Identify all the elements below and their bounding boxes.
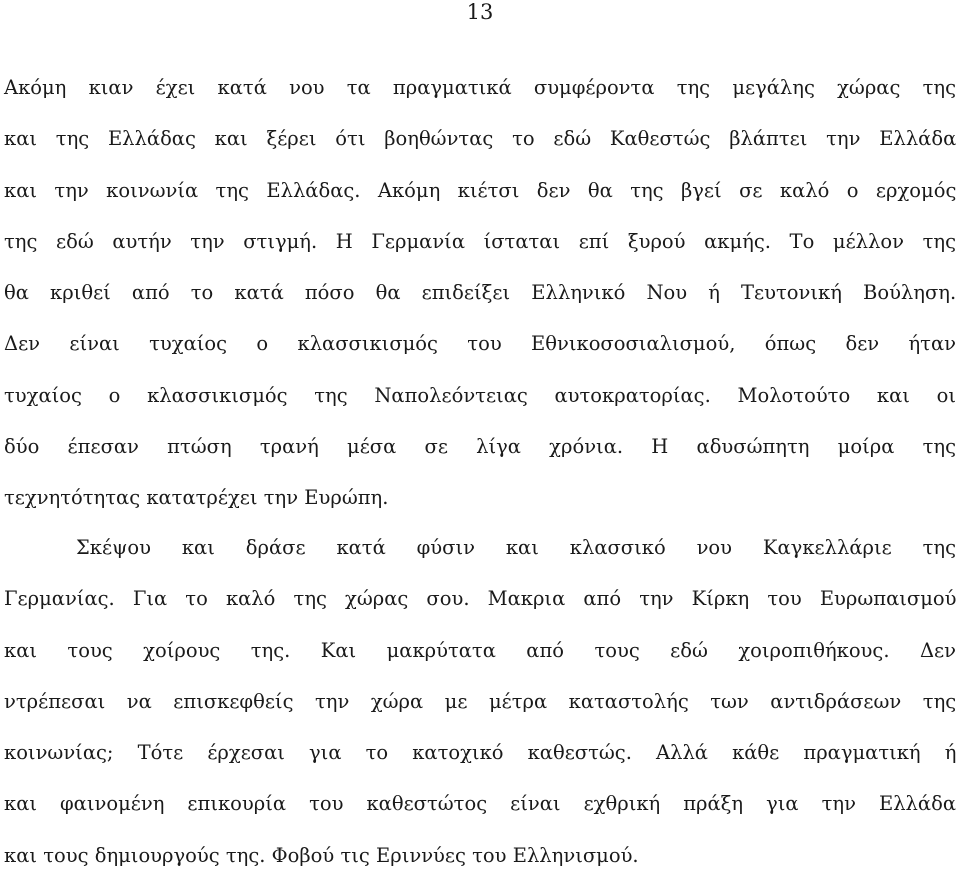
text-line: και την κοινωνία της Ελλάδας. Ακόμη κιέτσι δεν θα της βγεί σε καλό ο ερχομός xyxy=(4,178,957,202)
text-line: τυχαίος ο κλασσικισμός της Ναπολεόντειας αυτοκρατορίας. Μολοτούτο και οι xyxy=(4,383,956,407)
paragraph-2 xyxy=(4,522,956,881)
text-line: και της Ελλάδας και ξέρει ότι βοηθώντας το εδώ Καθεστώς βλάπτει την Ελλάδα xyxy=(4,127,957,151)
paragraph-1 xyxy=(4,62,956,524)
text-line: της εδώ αυτήν την στιγμή. Η Γερμανία ίσταται επί ξυρού ακμής. Το μέλλον της xyxy=(4,229,956,253)
text-line: και φαινομένη επικουρία του καθεστώτος είναι εχθρική πράξη για την Ελλάδα xyxy=(4,792,956,816)
page-number: 13 xyxy=(466,0,494,24)
text-line: και τους χοίρους της. Και μακρύτατα από τους εδώ χοιροπιθήκους. Δεν xyxy=(4,638,956,662)
text-line: Γερμανίας. Για το καλό της χώρας σου. Μακρια από την Κίρκη του Ευρωπαισμού xyxy=(4,587,957,611)
text-line: Ακόμη κιαν έχει κατά νου τα πραγματικά συμφέροντα της μεγάλης χώρας της xyxy=(4,76,956,99)
text-line: τεχνητότητας κατατρέχει την Ευρώπη. xyxy=(4,486,389,510)
text-line: Σκέψου και δράσε κατά φύσιν και κλασσικό νου Καγκελλάριε της xyxy=(76,536,956,559)
text-line: ντρέπεσαι να επισκεφθείς την χώρα με μέτρα καταστολής των αντιδράσεων της xyxy=(4,689,957,713)
text-line: θα κριθεί από το κατά πόσο θα επιδείξει Ελληνικό Νου ή Τευτονική Βούληση. xyxy=(4,281,957,305)
text-line: δύο έπεσαν πτώση τρανή μέσα σε λίγα χρόνια. Η αδυσώπητη μοίρα της xyxy=(4,435,956,459)
text-line: και τους δημιουργούς της. Φοβού τις Εριννύες του Ελληνισμού. xyxy=(4,843,639,867)
text-line: Δεν είναι τυχαίος ο κλασσικισμός του Εθνικοσοσιαλισμού, όπως δεν ήταν xyxy=(4,332,956,356)
text-line: κοινωνίας; Τότε έρχεσαι για το κατοχικό καθεστώς. Αλλά κάθε πραγματική ή xyxy=(4,741,957,765)
